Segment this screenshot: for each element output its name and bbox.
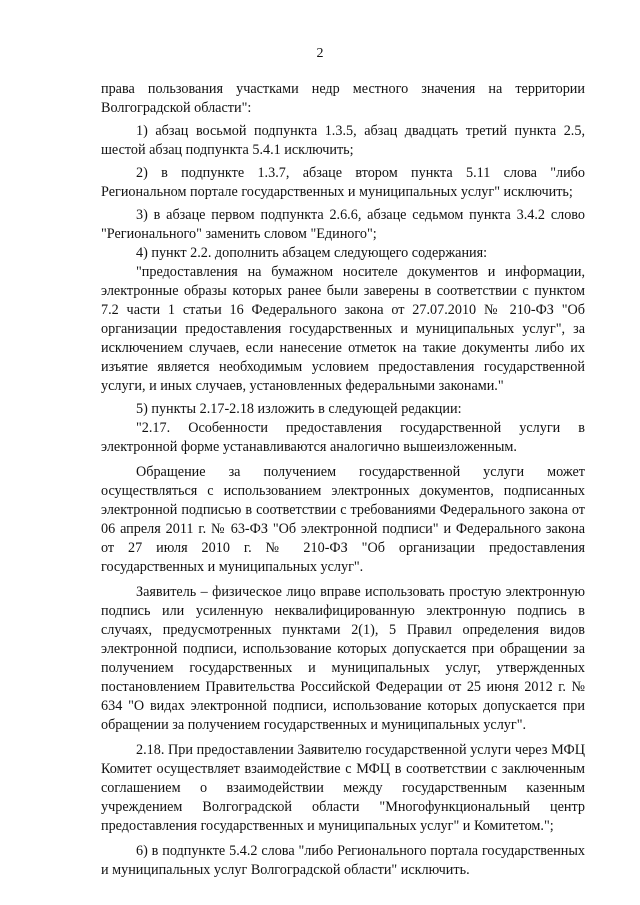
paragraph-2-18: 2.18. При предоставлении Заявителю государственной услуги через МФЦ Комитет осуществляет взаимодействие с МФЦ в соответствии с заключенным соглашением о взаимодействии между государственным казенным учреждением Волгоградской области "Многофункциональный центр предоставления государственных и муниципальных услуг" и Комитетом."; [101, 742, 585, 834]
paragraph-quote-addition: "предоставления на бумажном носителе документов и информации, электронные образы которых ранее были заверены в соответствии с пунктом 7.2 части 1 статьи 16 Федерального закона от 27.07.2010 № 210-ФЗ "Об организации предоставления государственных и муниципальных услуг", за исключением случаев, если нанесение отметок на такие документы либо их изъятие является необходимым условием предоставления государственной услуги, и иных случаев, установленных федеральными законами." [101, 264, 585, 394]
document-body [101, 80, 585, 880]
page-number: 2 [316, 46, 324, 61]
paragraph-item-3: 3) в абзаце первом подпункта 2.6.6, абзаце седьмом пункта 3.4.2 слово "Регионального" заменить словом "Единого"; [101, 207, 585, 242]
paragraph-item-6: 6) в подпункте 5.4.2 слова "либо Регионального портала государственных и муниципальных услуг Волгоградской области" исключить. [101, 843, 585, 878]
paragraph-continuation: права пользования участками недр местного значения на территории Волгоградской области": [101, 81, 585, 116]
paragraph-item-2: 2) в подпункте 1.3.7, абзаце втором пункта 5.11 слова "либо Региональном портале государственных и муниципальных услуг" исключить; [101, 165, 585, 200]
paragraph-item-5: 5) пункты 2.17-2.18 изложить в следующей редакции: [136, 401, 462, 417]
paragraph-request: Обращение за получением государственной услуги может осуществляться с использованием электронных документов, подписанных электронной подписью в соответствии с требованиями Федерального закона от 06 апреля 2011 г. № 63-ФЗ "Об электронной подписи" и Федерального закона от 27 июля 2010 г. № 210-ФЗ "Об организации предоставления государственных и муниципальных услуг". [101, 464, 585, 575]
paragraph-2-17: "2.17. Особенности предоставления государственной услуги в электронной форме устанавливаются аналогично вышеизложенным. [101, 420, 585, 455]
paragraph-item-1: 1) абзац восьмой подпункта 1.3.5, абзац двадцать третий пункта 2.5, шестой абзац подпункта 5.4.1 исключить; [101, 123, 585, 158]
paragraph-item-4: 4) пункт 2.2. дополнить абзацем следующего содержания: [136, 245, 488, 261]
paragraph-applicant: Заявитель – физическое лицо вправе использовать простую электронную подпись или усиленную неквалифицированную электронную подпись в случаях, предусмотренных пунктами 2(1), 5 Правил определения видов электронной подписи, использование которых допускается при обращении за получением государственных и муниципальных услуг, утвержденных постановлением Правительства Российской Федерации от 25 июня 2012 г. № 634 "О видах электронной подписи, использование которых допускается при обращении за получением государственных и муниципальных услуг". [101, 584, 585, 733]
